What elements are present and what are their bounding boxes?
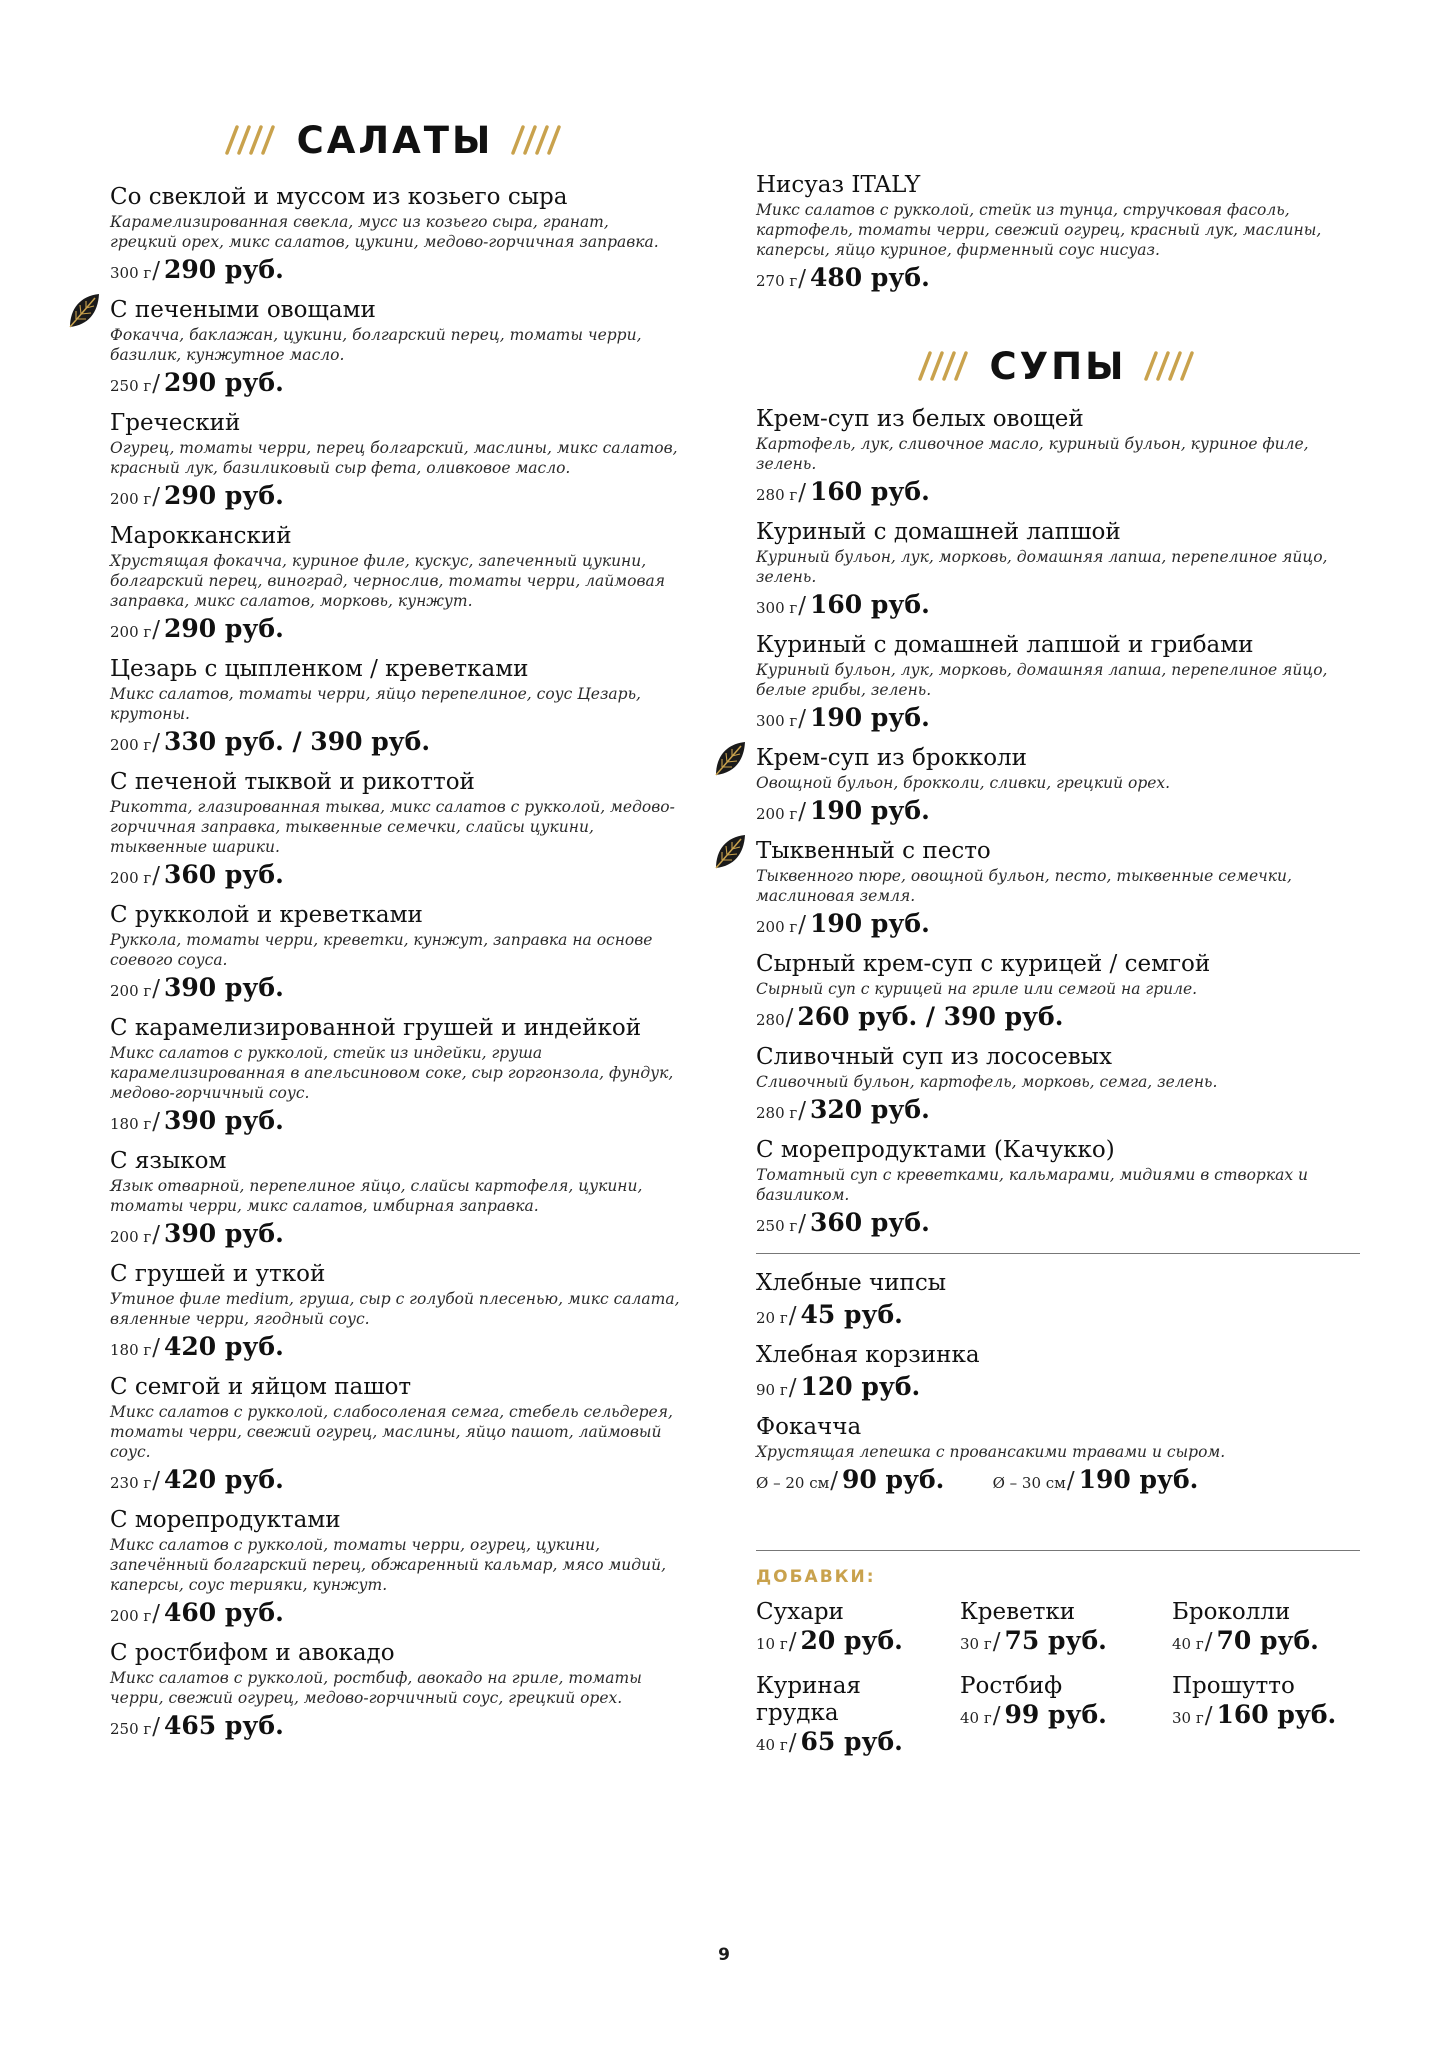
item-weight: 250 г <box>756 1217 798 1235</box>
item-price: 190 руб. <box>810 796 930 825</box>
menu-item <box>110 902 680 1006</box>
item-description: Томатный суп с креветками, кальмарами, мидиями в створках и базиликом. <box>756 1166 1308 1204</box>
item-name: С ростбифом и авокадо <box>110 1640 395 1666</box>
price-row: 250 г/ 465 руб. <box>110 1711 284 1740</box>
item-price: 90 руб. <box>842 1465 945 1494</box>
item-price: 290 руб. <box>164 255 284 284</box>
item-price: 190 руб. <box>810 909 930 938</box>
divider <box>756 1253 1360 1254</box>
item-price: 465 руб. <box>164 1711 284 1740</box>
item-price: 390 руб. <box>164 973 284 1002</box>
gold-slashes-icon <box>221 125 283 155</box>
addon-item <box>1172 1599 1360 1659</box>
item-name: С языком <box>110 1148 227 1174</box>
salads-column <box>110 0 680 1753</box>
item-description: Рикотта, глазированная тыква, микс салатов с рукколой, медово-горчичная заправка, тыквенные семечки, слайсы цукини, тыквенные шарики. <box>110 798 675 856</box>
item-weight: 200 г <box>110 1228 152 1246</box>
item-description: Огурец, томаты черри, перец болгарский, маслины, микс салатов, красный лук, базиликовый сыр фета, оливковое масло. <box>110 439 678 477</box>
menu-item <box>756 838 1360 942</box>
item-weight: 20 г <box>756 1309 788 1327</box>
item-name: Куриный с домашней лапшой и грибами <box>756 632 1254 658</box>
menu-item <box>110 410 680 514</box>
addon-price: 75 руб. <box>1004 1626 1107 1655</box>
addon-price: 20 руб. <box>800 1626 903 1655</box>
addon-weight: 30 г <box>960 1635 992 1653</box>
price-row: 200 г/ 290 руб. <box>110 614 284 643</box>
item-price: 360 руб. <box>164 860 284 889</box>
item-weight: 200 г <box>110 623 152 641</box>
price-row: 200 г/ 460 руб. <box>110 1598 284 1627</box>
menu-item <box>756 1044 1360 1128</box>
menu-item <box>110 184 680 288</box>
item-weight: 90 г <box>756 1381 788 1399</box>
addon-price: 160 руб. <box>1216 1700 1337 1729</box>
item-description: Утиное филе medium, груша, сыр с голубой плесенью, микс салата, вяленные черри, ягодный соус. <box>110 1290 680 1328</box>
price-row: 200 г/ 190 руб. <box>756 796 930 825</box>
price-row: 90 г/ 120 руб. <box>756 1372 921 1401</box>
item-description: Карамелизированная свекла, мусс из козьего сыра, гранат, грецкий орех, микс салатов, цукини, медово-горчичная заправка. <box>110 213 659 251</box>
item-description: Сливочный бульон, картофель, морковь, семга, зелень. <box>756 1073 1218 1091</box>
gold-slashes-icon <box>507 125 569 155</box>
item-name: Греческий <box>110 410 241 436</box>
menu-item <box>110 297 680 401</box>
price-row: 10 г/ 20 руб. <box>756 1626 903 1655</box>
menu-item <box>110 1261 680 1365</box>
item-price: 360 руб. <box>810 1208 930 1237</box>
item-description: Куриный бульон, лук, морковь, домашняя лапша, перепелиное яйцо, белые грибы, зелень. <box>756 661 1328 699</box>
item-weight: 270 г <box>756 272 798 290</box>
item-name: С печеными овощами <box>110 297 376 323</box>
addon-name: Прошутто <box>1172 1673 1295 1699</box>
menu-item <box>110 656 680 760</box>
menu-item <box>110 523 680 647</box>
price-row: 200 г/ 390 руб. <box>110 1219 284 1248</box>
item-weight: 200 г <box>756 805 798 823</box>
item-weight: 180 г <box>110 1341 152 1359</box>
item-price: 330 руб. / 390 руб. <box>164 727 431 756</box>
price-row: 300 г/ 290 руб. <box>110 255 284 284</box>
item-weight: 250 г <box>110 377 152 395</box>
item-description: Микс салатов, томаты черри, яйцо перепелиное, соус Цезарь, крутоны. <box>110 685 641 723</box>
menu-item <box>756 406 1360 510</box>
addon-weight: 40 г <box>960 1709 992 1727</box>
salads-list <box>110 184 680 1744</box>
item-description: Руккола, томаты черри, креветки, кунжут, заправка на основе соевого соуса. <box>110 931 653 969</box>
item-description: Картофель, лук, сливочное масло, куриный бульон, куриное филе, зелень. <box>756 435 1309 473</box>
item-weight: 300 г <box>756 712 798 730</box>
soups-heading <box>756 336 1360 396</box>
leaf-icon <box>712 832 748 872</box>
item-price: 420 руб. <box>164 1332 284 1361</box>
menu-item <box>756 951 1360 1035</box>
page-number: 9 <box>718 1945 730 1965</box>
salads-heading <box>110 110 680 170</box>
menu-item <box>110 1148 680 1252</box>
menu-item <box>110 769 680 893</box>
addon-item <box>960 1599 1172 1659</box>
item-name: С рукколой и креветками <box>110 902 423 928</box>
item-weight: 300 г <box>756 599 798 617</box>
item-weight: 280 г <box>756 486 798 504</box>
price-row: Ø – 20 см/ 90 руб. Ø – 30 см/ 190 руб. <box>756 1465 1199 1494</box>
item-price: 460 руб. <box>164 1598 284 1627</box>
right-column <box>756 0 1360 1760</box>
addon-weight: 10 г <box>756 1635 788 1653</box>
item-name: Хлебные чипсы <box>756 1270 947 1296</box>
item-price: 420 руб. <box>164 1465 284 1494</box>
soups-title: СУПЫ <box>989 344 1127 388</box>
item-price: 45 руб. <box>800 1300 903 1329</box>
salads-title: САЛАТЫ <box>296 118 494 162</box>
addon-name: Креветки <box>960 1599 1076 1625</box>
price-row: 230 г/ 420 руб. <box>110 1465 284 1494</box>
addon-weight: 40 г <box>756 1736 788 1754</box>
addons-title: ДОБАВКИ: <box>756 1567 876 1587</box>
item-weight: 200 г <box>110 869 152 887</box>
item-price: 480 руб. <box>810 263 930 292</box>
addon-item <box>1172 1673 1360 1760</box>
menu-item-nicoise <box>756 172 1360 296</box>
addon-name: Броколли <box>1172 1599 1291 1625</box>
price-row: 200 г/ 190 руб. <box>756 909 930 938</box>
item-name: Крем-суп из брокколи <box>756 745 1027 771</box>
item-price: 120 руб. <box>800 1372 921 1401</box>
menu-item-focaccia <box>756 1414 1360 1498</box>
price-row: 280 г/ 320 руб. <box>756 1095 930 1124</box>
menu-item <box>110 1374 680 1498</box>
menu-item <box>110 1640 680 1744</box>
price-row: 200 г/ 290 руб. <box>110 481 284 510</box>
price-row: 270 г/ 480 руб. <box>756 263 930 292</box>
addon-item <box>756 1599 960 1659</box>
item-description: Тыквенного пюре, овощной бульон, песто, тыквенные семечки, маслиновая земля. <box>756 867 1292 905</box>
item-weight: 200 г <box>110 982 152 1000</box>
item-price: 190 руб. <box>810 703 930 732</box>
item-name: С грушей и уткой <box>110 1261 326 1287</box>
item-description: Язык отварной, перепелиное яйцо, слайсы картофеля, цукини, томаты черри, микс салатов, имбирная заправка. <box>110 1177 643 1215</box>
price-row: 180 г/ 390 руб. <box>110 1106 284 1135</box>
price-row: 200 г/ 360 руб. <box>110 860 284 889</box>
menu-item <box>756 745 1360 829</box>
divider <box>756 1550 1360 1551</box>
item-name: Куриный с домашней лапшой <box>756 519 1121 545</box>
addon-name: Куриная грудка <box>756 1673 861 1726</box>
item-description: Микс салатов с рукколой, ростбиф, авокадо на гриле, томаты черри, свежий огурец, медово-горчичный соус, грецкий орех. <box>110 1669 642 1707</box>
price-row: 40 г/ 99 руб. <box>960 1700 1107 1729</box>
menu-item <box>756 519 1360 623</box>
item-price: 290 руб. <box>164 614 284 643</box>
item-price: 290 руб. <box>164 368 284 397</box>
item-name: Со свеклой и муссом из козьего сыра <box>110 184 568 210</box>
price-row: 30 г/ 160 руб. <box>1172 1700 1337 1729</box>
item-price: 390 руб. <box>164 1106 284 1135</box>
price-row: 20 г/ 45 руб. <box>756 1300 903 1329</box>
item-weight: 250 г <box>110 1720 152 1738</box>
addon-item <box>960 1673 1172 1760</box>
addon-price: 65 руб. <box>800 1727 903 1756</box>
item-price: 190 руб. <box>1078 1465 1199 1494</box>
item-name: С морепродуктами (Качукко) <box>756 1137 1115 1163</box>
item-description: Фокачча, баклажан, цукини, болгарский перец, томаты черри, базилик, кунжутное масло. <box>110 326 642 364</box>
price-row: 40 г/ 70 руб. <box>1172 1626 1319 1655</box>
item-name: С печеной тыквой и рикоттой <box>110 769 475 795</box>
leaf-icon <box>66 291 102 331</box>
item-name: С карамелизированной грушей и индейкой <box>110 1015 642 1041</box>
item-description: Куриный бульон, лук, морковь, домашняя лапша, перепелиное яйцо, зелень. <box>756 548 1328 586</box>
item-name: Сырный крем-суп с курицей / семгой <box>756 951 1211 977</box>
menu-item-bread-basket <box>756 1342 1360 1405</box>
item-weight: 230 г <box>110 1474 152 1492</box>
item-name: Фокачча <box>756 1414 862 1440</box>
item-name: С морепродуктами <box>110 1507 341 1533</box>
menu-item <box>110 1015 680 1139</box>
item-description: Хрустящая лепешка с провансакими травами и сыром. <box>756 1443 1226 1461</box>
item-price: 290 руб. <box>164 481 284 510</box>
item-name: Сливочный суп из лососевых <box>756 1044 1112 1070</box>
item-price: 160 руб. <box>810 590 930 619</box>
menu-item-bread-chips <box>756 1270 1360 1333</box>
addons-grid <box>756 1599 1360 1760</box>
item-price: 390 руб. <box>164 1219 284 1248</box>
price-row: 280 г/ 160 руб. <box>756 477 930 506</box>
item-description: Сырный суп с курицей на гриле или семгой на гриле. <box>756 980 1198 998</box>
item-weight: 280 <box>756 1011 785 1029</box>
item-name: С семгой и яйцом пашот <box>110 1374 412 1400</box>
item-name: Марокканский <box>110 523 292 549</box>
item-description: Овощной бульон, брокколи, сливки, грецкий орех. <box>756 774 1171 792</box>
addon-name: Ростбиф <box>960 1673 1063 1699</box>
item-description: Хрустящая фокачча, куриное филе, кускус, запеченный цукини, болгарский перец, виноград, чернослив, томаты черри, лаймовая заправка, микс салатов, морковь, кунжут. <box>110 552 665 610</box>
item-description: Микс салатов с рукколой, стейк из индейки, груша карамелизированная в апельсиновом соке, сыр горгонзола, фундук, медово-горчичный соус. <box>110 1044 674 1102</box>
addon-weight: 40 г <box>1172 1635 1204 1653</box>
item-name: Цезарь с цыпленком / креветками <box>110 656 529 682</box>
item-name: Крем-суп из белых овощей <box>756 406 1084 432</box>
item-size: Ø – 30 см <box>992 1474 1066 1492</box>
gold-slashes-icon <box>1140 351 1202 381</box>
menu-item <box>756 1137 1360 1241</box>
item-weight: 200 г <box>756 918 798 936</box>
item-name: Тыквенный с песто <box>756 838 991 864</box>
item-name: Нисуаз ITALY <box>756 172 921 198</box>
item-description: Микс салатов с рукколой, слабосоленая семга, стебель сельдерея, томаты черри, свежий огурец, маслины, яйцо пашот, лаймовый соус. <box>110 1403 673 1461</box>
item-price: 260 руб. / 390 руб. <box>797 1002 1064 1031</box>
item-description: Микс салатов с рукколой, стейк из тунца, стручковая фасоль, картофель, томаты черри, свежий огурец, красный лук, маслины, каперсы, яйцо куриное, фирменный соус нисуаз. <box>756 201 1322 259</box>
price-row: 40 г/ 65 руб. <box>756 1727 903 1756</box>
gold-slashes-icon <box>914 351 976 381</box>
price-row: 30 г/ 75 руб. <box>960 1626 1107 1655</box>
price-row: 180 г/ 420 руб. <box>110 1332 284 1361</box>
leaf-icon <box>712 739 748 779</box>
addon-price: 99 руб. <box>1004 1700 1107 1729</box>
price-row: 280/ 260 руб. / 390 руб. <box>756 1002 1064 1031</box>
price-row: 200 г/ 330 руб. / 390 руб. <box>110 727 431 756</box>
price-row: 300 г/ 190 руб. <box>756 703 930 732</box>
item-weight: 180 г <box>110 1115 152 1133</box>
item-price: 160 руб. <box>810 477 930 506</box>
menu-item <box>756 632 1360 736</box>
item-weight: 200 г <box>110 490 152 508</box>
item-weight: 300 г <box>110 264 152 282</box>
addon-weight: 30 г <box>1172 1709 1204 1727</box>
price-row: 250 г/ 360 руб. <box>756 1208 930 1237</box>
addon-price: 70 руб. <box>1216 1626 1319 1655</box>
item-name: Хлебная корзинка <box>756 1342 980 1368</box>
addon-item <box>756 1673 960 1760</box>
soups-list <box>756 406 1360 1241</box>
menu-item <box>110 1507 680 1631</box>
addon-name: Сухари <box>756 1599 844 1625</box>
item-weight: 200 г <box>110 1607 152 1625</box>
item-weight: 200 г <box>110 736 152 754</box>
item-weight: 280 г <box>756 1104 798 1122</box>
price-row: 200 г/ 390 руб. <box>110 973 284 1002</box>
price-row: 300 г/ 160 руб. <box>756 590 930 619</box>
item-price: 320 руб. <box>810 1095 930 1124</box>
price-row: 250 г/ 290 руб. <box>110 368 284 397</box>
item-size: Ø – 20 см <box>756 1474 830 1492</box>
item-description: Микс салатов с рукколой, томаты черри, огурец, цукини, запечённый болгарский перец, обжаренный кальмар, мясо мидий, каперсы, соус терияки, кунжут. <box>110 1536 667 1594</box>
